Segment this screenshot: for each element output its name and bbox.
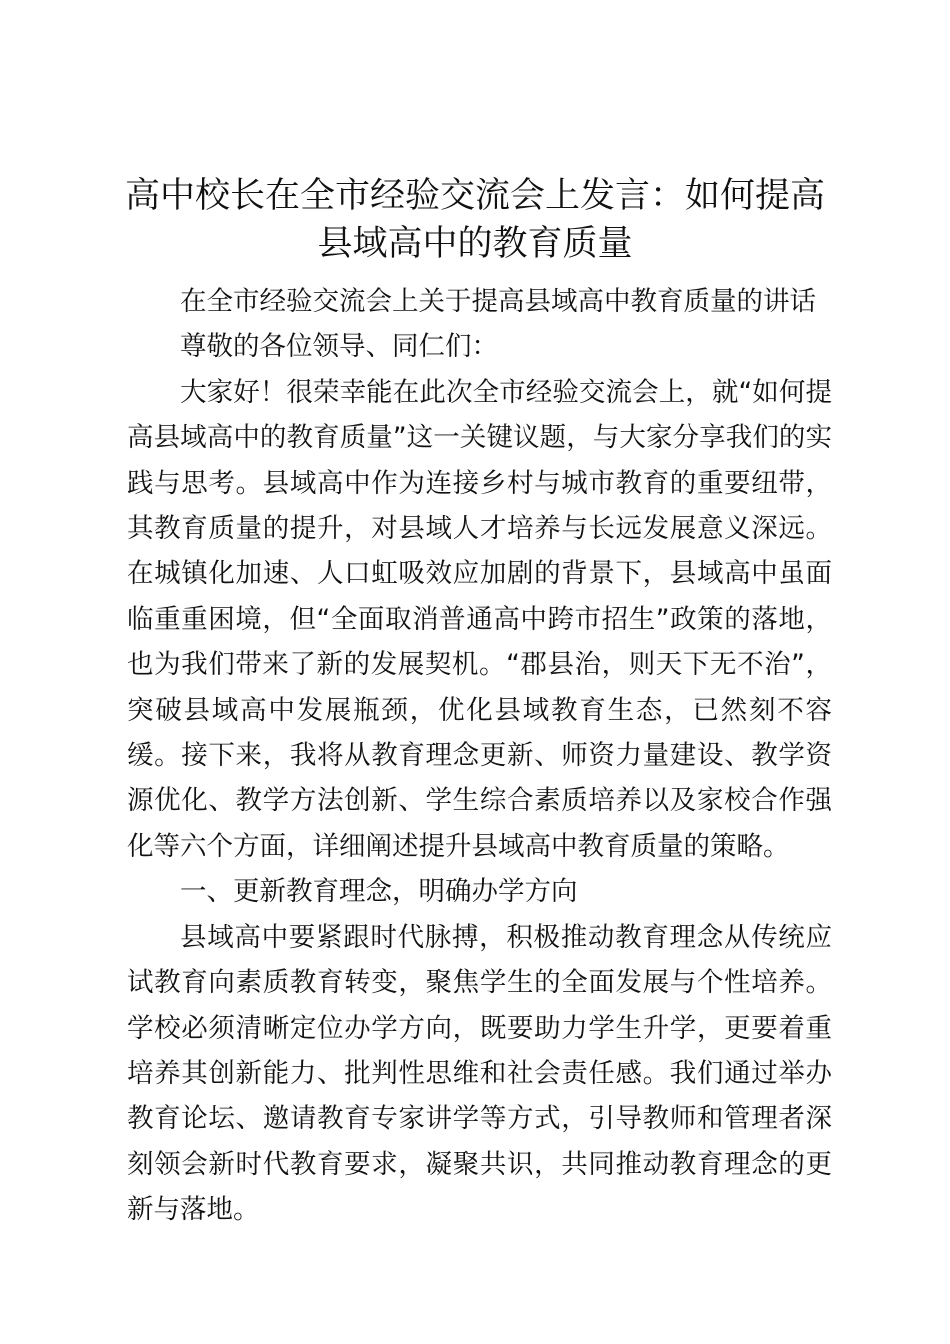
section-heading-1: 一、更新教育理念，明确办学方向 (180, 876, 578, 908)
subtitle-line: 在全市经验交流会上关于提高县域高中教育质量的讲话 (180, 286, 816, 317)
document-body (127, 279, 832, 1233)
intro-paragraph: 大家好！很荣幸能在此次全市经验交流会上，就“如何提高县域高中的教育质量”这一关键议题，与大家分享我们的实践与思考。县域高中作为连接乡村与城市教育的重要纽带，其教育质量的提升，对县域人才培养与长远发展意义深远。在城镇化加速、人口虹吸效应加剧的背景下，县域高中虽面临重重困境，但“全面取消普通高中跨市招生”政策的落地，也为我们带来了新的发展契机。“郡县治，则天下无不治”，突破县域高中发展瓶颈，优化县域教育生态，已然刻不容缓。接下来，我将从教育理念更新、师资力量建设、教学资源优化、教学方法创新、学生综合素质培养以及家校合作强化等六个方面，详细阐述提升县域高中教育质量的策略。 (127, 376, 832, 862)
document-title: 高中校长在全市经验交流会上发言：如何提高县域高中的教育质量 (124, 176, 825, 264)
section-paragraph-1: 县域高中要紧跟时代脉搏，积极推动教育理念从传统应试教育向素质教育转变，聚焦学生的全面发展与个性培养。学校必须清晰定位办学方向，既要助力学生升学，更要着重培养其创新能力、批判性思维和社会责任感。我们通过举办教育论坛、邀请教育专家讲学等方式，引导教师和管理者深刻领会新时代教育要求，凝聚共识，共同推动教育理念的更新与落地。 (127, 921, 832, 1226)
greeting-line: 尊敬的各位领导、同仁们： (180, 331, 498, 363)
